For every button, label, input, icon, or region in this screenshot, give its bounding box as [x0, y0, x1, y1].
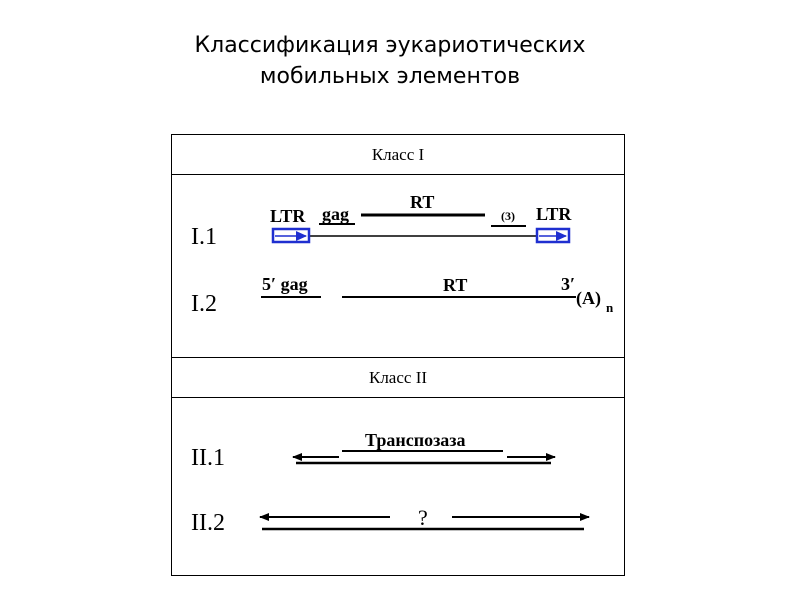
row-label-i2: I.2 [191, 291, 217, 317]
polya-subscript: n [606, 300, 614, 315]
five-prime-gag-label: 5′ gag [262, 274, 308, 294]
ltr-right-box [537, 229, 569, 242]
unknown-gene-label: ? [418, 505, 428, 530]
polya-label: (A) [576, 288, 601, 308]
ltr-left-box [273, 229, 309, 242]
rt-label-i2: RT [443, 275, 468, 295]
ltr-left-label: LTR [270, 206, 306, 226]
marker-3-label: (3) [501, 209, 515, 223]
title-line-1: Классификация эукариотических [194, 33, 586, 58]
transposase-label: Транспозаза [365, 430, 466, 450]
row-label-ii2: II.2 [191, 510, 225, 536]
row-label-ii1: II.1 [191, 445, 225, 471]
class-ii-header: Класс II [368, 368, 428, 387]
rt-label-i1: RT [410, 192, 435, 212]
class-i-header: Класс I [371, 145, 425, 164]
title-line-2: мобильных элементов [259, 64, 521, 89]
three-prime-label: 3′ [561, 274, 576, 294]
row-label-i1: I.1 [191, 224, 217, 250]
ltr-right-label: LTR [536, 204, 572, 224]
gag-label: gag [322, 204, 349, 224]
